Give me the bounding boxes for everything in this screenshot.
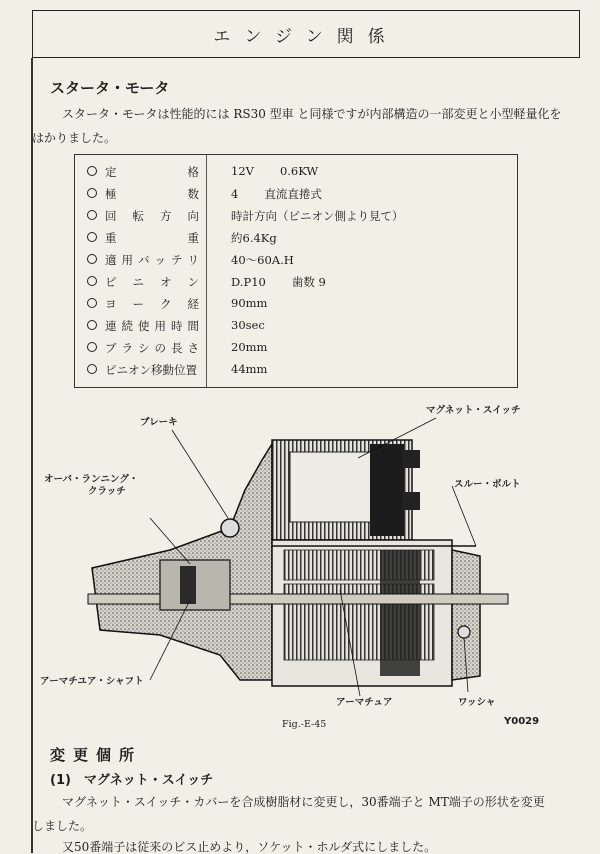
spec-row	[75, 315, 517, 337]
changes-para1-line-2: しました。	[32, 819, 93, 833]
spec-row	[75, 337, 517, 359]
spec-label	[105, 230, 199, 246]
spec-label-char: ピニオン移動位置	[105, 363, 197, 377]
spec-label-char: 適	[105, 253, 117, 267]
spec-value-part: 時計方向（ピニオン側より見て）	[231, 209, 404, 223]
spec-label	[105, 362, 199, 378]
spec-value	[231, 318, 265, 332]
spec-value-part: 30sec	[231, 318, 265, 332]
spec-label-char: 連	[105, 319, 117, 333]
spec-value-part: 約6.4Kg	[231, 231, 277, 245]
spec-label-char: 時	[171, 319, 183, 333]
figure-caption: Fig.-E-45	[282, 719, 327, 730]
spec-label-char: 回	[105, 209, 117, 223]
callout-armature: アーマチュア	[336, 697, 393, 708]
spec-value	[231, 208, 404, 224]
spec-row	[75, 359, 517, 381]
circle-bullet-icon	[87, 342, 97, 352]
left-margin-rule	[31, 58, 33, 853]
callout-magnet-switch: マグネット・スイッチ	[426, 405, 521, 416]
spec-label	[105, 340, 199, 356]
spec-label-char: 用	[154, 319, 166, 333]
spec-label-char: 続	[121, 319, 133, 333]
callout-brake: ブレーキ	[140, 417, 178, 428]
spec-value	[231, 186, 322, 202]
page-title: エンジン関係	[213, 26, 399, 47]
spec-label-char: バ	[138, 253, 150, 267]
callout-washer: ワッシャ	[458, 697, 496, 708]
spec-label-char: 長	[171, 341, 183, 355]
spec-label	[105, 164, 199, 180]
spec-label-char: 定	[105, 165, 117, 179]
spec-label-char: の	[154, 341, 166, 355]
spec-value-part: D.P10	[231, 275, 266, 289]
spec-value-part: 直流直捲式	[264, 187, 322, 201]
starter-motor-diagram	[40, 400, 560, 720]
page-header	[32, 10, 580, 58]
spec-row	[75, 161, 517, 183]
spec-value	[231, 230, 277, 246]
spec-value-part: 4	[231, 187, 239, 201]
spec-value	[231, 362, 267, 376]
spec-label-char: 転	[132, 209, 144, 223]
callout-overrunning-clutch	[44, 474, 138, 498]
changes-para1-line-1: マグネット・スイッチ・カバーを合成樹脂材に変更し，30番端子と MT端子の形状を変更	[62, 795, 545, 809]
spec-label-char: 極	[105, 187, 117, 201]
spec-label-char: ブ	[105, 341, 117, 355]
spec-row	[75, 271, 517, 293]
spec-label-char: テ	[171, 253, 183, 267]
spec-value	[231, 274, 326, 290]
figure-id: Y0029	[504, 716, 540, 727]
spec-value-part: 40～60A.H	[231, 253, 294, 267]
spec-value-part: 歯数 9	[291, 275, 326, 289]
circle-bullet-icon	[87, 364, 97, 374]
spec-value-part: 90mm	[231, 296, 268, 310]
callout-overrunning-clutch-line-1: オーバ・ランニング・	[44, 474, 139, 485]
spec-row	[75, 227, 517, 249]
spec-label	[105, 252, 199, 268]
callout-through-bolt: スルー・ボルト	[454, 479, 521, 490]
spec-label	[105, 318, 199, 334]
spec-label	[105, 296, 199, 312]
spec-label	[105, 208, 199, 224]
spec-label-char: ン	[187, 275, 199, 289]
spec-row	[75, 293, 517, 315]
spec-label-char: ニ	[132, 275, 144, 289]
spec-label-char: ピ	[105, 275, 117, 289]
spec-row	[75, 183, 517, 205]
spec-value-part: 0.6KW	[279, 164, 319, 178]
spec-label	[105, 274, 199, 290]
changes-subheading: (1) マグネット・スイッチ	[50, 773, 214, 788]
spec-table	[74, 154, 518, 388]
spec-label-char: 経	[187, 297, 199, 311]
spec-value-part: 12V	[231, 164, 254, 178]
spec-value-part: 20mm	[231, 340, 268, 354]
changes-para2-line-1: 又50番端子は従来のビス止めより，ソケット・ホルダ式にしました。	[62, 840, 437, 854]
circle-bullet-icon	[87, 254, 97, 264]
circle-bullet-icon	[87, 298, 97, 308]
circle-bullet-icon	[87, 166, 97, 176]
spec-label-char: リ	[187, 253, 199, 267]
callout-overrunning-clutch-line-2: クラッチ	[88, 486, 126, 497]
starter-motor-illustration	[40, 400, 560, 720]
intro-line-1: スタータ・モータは性能的には RS30 型車 と同様ですが内部構造の一部変更と小型軽量化を	[62, 107, 562, 121]
spec-row	[75, 249, 517, 271]
spec-label-char: さ	[187, 341, 199, 355]
spec-value	[231, 340, 267, 354]
spec-value	[231, 296, 267, 310]
changes-heading: 変更個所	[50, 746, 143, 764]
spec-label-char: 重	[187, 231, 199, 245]
circle-bullet-icon	[87, 320, 97, 330]
circle-bullet-icon	[87, 276, 97, 286]
spec-label-char: 格	[187, 165, 199, 179]
spec-label-char: 重	[105, 231, 117, 245]
spec-label-char: 用	[121, 253, 133, 267]
section-title: スタータ・モータ	[50, 79, 170, 97]
callout-armature-shaft: アーマチユア・シャフト	[40, 676, 144, 687]
circle-bullet-icon	[87, 188, 97, 198]
circle-bullet-icon	[87, 210, 97, 220]
spec-value	[231, 164, 318, 178]
circle-bullet-icon	[87, 232, 97, 242]
spec-label-char: ラ	[121, 341, 133, 355]
spec-label	[105, 186, 199, 202]
spec-label-char: 向	[187, 209, 199, 223]
spec-value-part: 44mm	[231, 362, 268, 376]
spec-label-char: 方	[160, 209, 172, 223]
spec-label-char: 間	[187, 319, 199, 333]
spec-label-char: ク	[160, 297, 172, 311]
spec-label-char: ヨ	[105, 297, 117, 311]
spec-label-char: ー	[132, 297, 144, 311]
spec-label-char: 使	[138, 319, 150, 333]
spec-row	[75, 205, 517, 227]
intro-line-2: はかりました。	[32, 131, 117, 145]
spec-value	[231, 252, 294, 268]
spec-label-char: 数	[187, 187, 199, 201]
spec-label-char: ッ	[154, 253, 166, 267]
spec-label-char: シ	[138, 341, 150, 355]
spec-label-char: オ	[160, 275, 172, 289]
